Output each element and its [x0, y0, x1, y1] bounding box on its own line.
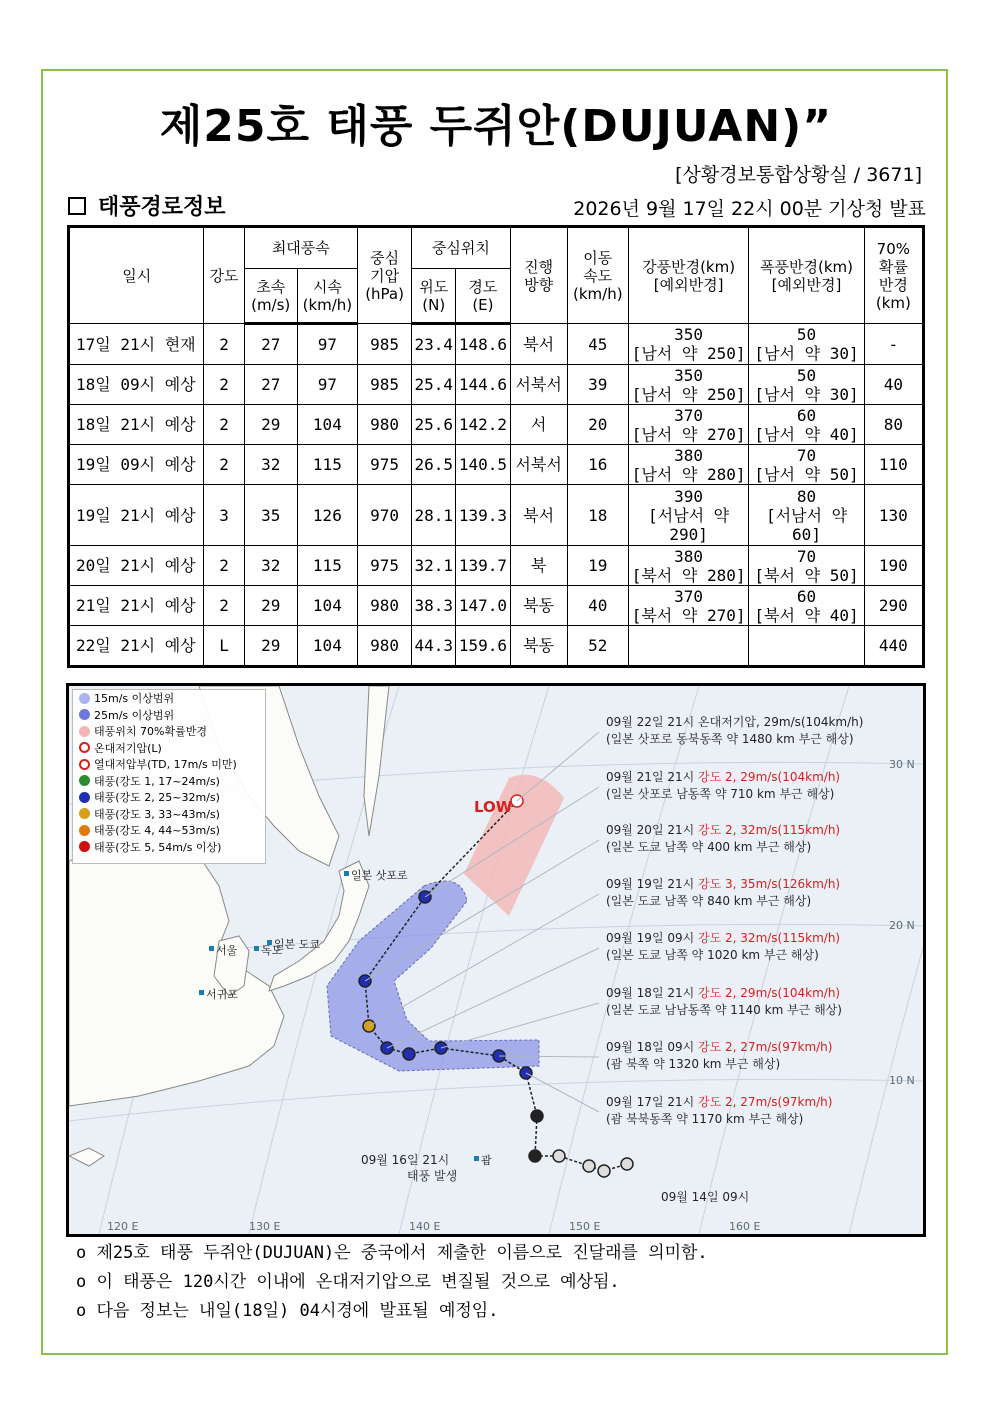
table-row — [69, 405, 924, 445]
cell-r25: 70 [북서 약 50] — [749, 546, 864, 586]
cell-speed: 18 — [567, 485, 628, 546]
cell-r15: 380 [북서 약 280] — [628, 546, 748, 586]
cell-r15: 390 [서남서 약 290] — [628, 485, 748, 546]
city-marker-icon — [474, 1156, 479, 1161]
cell-r25: 60 [북서 약 40] — [749, 586, 864, 626]
header-intensity: 강도 — [204, 227, 244, 324]
cell-time: 17일 21시 현재 — [69, 324, 204, 365]
cell-time: 21일 21시 예상 — [69, 586, 204, 626]
cell-speed: 20 — [567, 405, 628, 445]
annotation-line1: 09월 20일 21시 강도 2, 32m/s(115km/h) — [606, 823, 841, 837]
genesis-label: 09월 16일 21시 — [361, 1153, 450, 1167]
cell-intensity: L — [204, 626, 244, 667]
cell-direction: 북동 — [510, 626, 567, 667]
cell-direction: 서 — [510, 405, 567, 445]
cell-lon: 140.5 — [456, 445, 510, 485]
legend-item — [73, 806, 265, 823]
cell-intensity: 2 — [204, 586, 244, 626]
cell-lat: 25.4 — [412, 365, 456, 405]
cell-wind-ms: 29 — [244, 405, 297, 445]
cell-r25: 60 [남서 약 40] — [749, 405, 864, 445]
header-storm-radius: 폭풍반경(km) [예외반경] — [749, 227, 864, 324]
cell-pressure: 970 — [357, 485, 411, 546]
issuing-office: [상황경보통합상황실 / 3671] — [675, 164, 922, 186]
header-speed: 이동 속도 (km/h) — [567, 227, 628, 324]
latitude-label: 30 N — [889, 758, 915, 771]
cell-time: 22일 21시 예상 — [69, 626, 204, 667]
cell-wind-ms: 29 — [244, 626, 297, 667]
genesis-label: 태풍 발생 — [407, 1169, 458, 1183]
annotation-line1: 09월 18일 21시 강도 2, 29m/s(104km/h) — [606, 986, 841, 1000]
map-legend — [72, 689, 266, 864]
longitude-label: 130 E — [249, 1220, 281, 1233]
cell-lat: 28.1 — [412, 485, 456, 546]
city-marker-icon — [209, 946, 214, 951]
legend-label: 태풍(강도 4, 44~53m/s) — [94, 824, 220, 838]
cell-time: 18일 21시 예상 — [69, 405, 204, 445]
legend-label: 15m/s 이상범위 — [94, 692, 175, 706]
legend-symbol-icon — [79, 808, 90, 819]
cell-time: 20일 21시 예상 — [69, 546, 204, 586]
cell-speed: 19 — [567, 546, 628, 586]
cell-lon: 159.6 — [456, 626, 510, 667]
cell-r25: 70 [남서 약 50] — [749, 445, 864, 485]
legend-symbol-icon — [79, 726, 90, 737]
legend-item — [73, 839, 265, 856]
cell-time: 18일 09시 예상 — [69, 365, 204, 405]
place-label: 서귀포 — [206, 988, 238, 1001]
legend-label: 열대저압부(TD, 17m/s 미만) — [94, 758, 237, 772]
cell-lat: 26.5 — [412, 445, 456, 485]
cell-pressure: 985 — [357, 324, 411, 365]
cell-wind-ms: 32 — [244, 445, 297, 485]
cell-prob70: 80 — [864, 405, 923, 445]
cell-lat: 23.4 — [412, 324, 456, 365]
cell-speed: 45 — [567, 324, 628, 365]
header-wind-kmh: 시속 (km/h) — [297, 269, 357, 324]
annotation-line2: (일본 삿포로 남동쪽 약 710 km 부근 해상) — [606, 787, 835, 801]
legend-symbol-icon — [79, 775, 90, 786]
cell-r25: 50 [남서 약 30] — [749, 365, 864, 405]
legend-symbol-icon — [79, 709, 90, 720]
header-direction: 진행 방향 — [510, 227, 567, 324]
cell-lon: 148.6 — [456, 324, 510, 365]
cell-lon: 142.2 — [456, 405, 510, 445]
cell-r25 — [749, 626, 864, 667]
legend-item — [73, 773, 265, 790]
cell-r25: 50 [남서 약 30] — [749, 324, 864, 365]
legend-label: 태풍(강도 2, 25~32m/s) — [94, 791, 220, 805]
longitude-label: 160 E — [729, 1220, 761, 1233]
page-title: 제25호 태풍 두쥐안(DUJUAN)” — [159, 101, 833, 152]
section-heading — [68, 190, 226, 221]
cell-intensity: 2 — [204, 445, 244, 485]
cell-lon: 139.3 — [456, 485, 510, 546]
cell-wind-kmh: 97 — [297, 324, 357, 365]
cell-wind-kmh: 126 — [297, 485, 357, 546]
cell-pressure: 985 — [357, 365, 411, 405]
cell-pressure: 975 — [357, 546, 411, 586]
legend-label: 태풍위치 70%확률반경 — [94, 725, 207, 739]
cell-wind-ms: 32 — [244, 546, 297, 586]
legend-item — [73, 690, 265, 707]
legend-label: 25m/s 이상범위 — [94, 708, 175, 722]
header-wind-ms: 초속 (m/s) — [244, 269, 297, 324]
start-label: 09월 14일 09시 — [661, 1190, 750, 1204]
cell-wind-kmh: 115 — [297, 546, 357, 586]
place-label: 일본 도쿄 — [274, 938, 321, 951]
annotation-line2: (일본 도쿄 남쪽 약 1020 km 부근 해상) — [606, 948, 819, 962]
annotation-line1: 09월 19일 21시 강도 3, 35m/s(126km/h) — [606, 877, 841, 891]
legend-symbol-icon — [79, 759, 90, 770]
cell-direction: 북동 — [510, 586, 567, 626]
annotation-line2: (일본 도쿄 남쪽 약 840 km 부근 해상) — [606, 894, 812, 908]
table-row — [69, 546, 924, 586]
cell-time: 19일 09시 예상 — [69, 445, 204, 485]
table-row — [69, 626, 924, 667]
cell-r15: 350 [남서 약 250] — [628, 365, 748, 405]
city-marker-icon — [344, 871, 349, 876]
cell-direction: 서북서 — [510, 445, 567, 485]
cell-prob70: 190 — [864, 546, 923, 586]
cell-time: 19일 21시 예상 — [69, 485, 204, 546]
cell-wind-kmh: 104 — [297, 626, 357, 667]
cell-speed: 40 — [567, 586, 628, 626]
cell-r15: 370 [북서 약 270] — [628, 586, 748, 626]
low-label: LOW — [474, 798, 513, 816]
note-item: o 다음 정보는 내일(18일) 04시경에 발표될 예정임. — [76, 1301, 499, 1321]
annotation-line2: (일본 삿포로 동북동쪽 약 1480 km 부근 해상) — [606, 732, 854, 746]
table-row — [69, 324, 924, 365]
typhoon-marker-icon — [621, 1158, 633, 1170]
cell-direction: 북 — [510, 546, 567, 586]
longitude-label: 150 E — [569, 1220, 601, 1233]
cell-prob70: 40 — [864, 365, 923, 405]
cell-wind-kmh: 115 — [297, 445, 357, 485]
legend-item — [73, 707, 265, 724]
cell-speed: 16 — [567, 445, 628, 485]
cell-r15 — [628, 626, 748, 667]
cell-wind-ms: 35 — [244, 485, 297, 546]
cell-lon: 144.6 — [456, 365, 510, 405]
longitude-label: 140 E — [409, 1220, 441, 1233]
cell-direction: 북서 — [510, 324, 567, 365]
typhoon-track-table — [67, 225, 925, 668]
legend-item — [73, 740, 265, 757]
annotation-line1: 09월 18일 09시 강도 2, 27m/s(97km/h) — [606, 1040, 833, 1054]
cell-r15: 350 [남서 약 250] — [628, 324, 748, 365]
place-label: 독도 — [261, 944, 283, 957]
annotation-line2: (일본 도쿄 남남동쪽 약 1140 km 부근 해상) — [606, 1003, 842, 1017]
place-label: 괌 — [481, 1154, 492, 1167]
legend-label: 태풍(강도 3, 33~43m/s) — [94, 807, 220, 821]
annotation-line1: 09월 19일 09시 강도 2, 32m/s(115km/h) — [606, 931, 841, 945]
cell-lat: 44.3 — [412, 626, 456, 667]
header-center: 중심위치 — [412, 227, 510, 269]
table-row — [69, 485, 924, 546]
typhoon-marker-icon — [531, 1110, 543, 1122]
section-title: 태풍경로정보 — [98, 195, 226, 220]
cell-lon: 139.7 — [456, 546, 510, 586]
cell-wind-kmh: 104 — [297, 586, 357, 626]
annotation-line2: (일본 도쿄 남쪽 약 400 km 부근 해상) — [606, 840, 812, 854]
cell-r15: 380 [남서 약 280] — [628, 445, 748, 485]
note-item: o 제25호 태풍 두쥐안(DUJUAN)은 중국에서 제출한 이름으로 진달래를 의미함. — [76, 1243, 708, 1263]
cell-r25: 80 [서남서 약 60] — [749, 485, 864, 546]
annotation-line2: (괌 북쪽 약 1320 km 부근 해상) — [606, 1057, 781, 1071]
cell-prob70: 440 — [864, 626, 923, 667]
legend-symbol-icon — [79, 792, 90, 803]
header-max-wind: 최대풍속 — [244, 227, 357, 269]
cell-lon: 147.0 — [456, 586, 510, 626]
cell-prob70: 290 — [864, 586, 923, 626]
annotation-line1: 09월 17일 21시 강도 2, 27m/s(97km/h) — [606, 1095, 833, 1109]
cell-intensity: 2 — [204, 365, 244, 405]
cell-prob70: 110 — [864, 445, 923, 485]
typhoon-marker-icon — [583, 1160, 595, 1172]
annotation-line1: 09월 22일 21시 온대저기압, 29m/s(104km/h) — [606, 715, 864, 729]
cell-prob70: - — [864, 324, 923, 365]
cell-pressure: 980 — [357, 586, 411, 626]
cell-pressure: 980 — [357, 626, 411, 667]
issued-time: 2026년 9월 17일 22시 00분 기상청 발표 — [573, 198, 926, 220]
legend-symbol-icon — [79, 742, 90, 753]
header-prob70: 70% 확률 반경 (km) — [864, 227, 923, 324]
cell-wind-ms: 27 — [244, 324, 297, 365]
checkbox-icon — [68, 197, 86, 215]
annotation-line2: (괌 북북동쪽 약 1170 km 부근 해상) — [606, 1112, 804, 1126]
table-row — [69, 365, 924, 405]
legend-symbol-icon — [79, 825, 90, 836]
legend-item — [73, 723, 265, 740]
header-lon: 경도 (E) — [456, 269, 510, 324]
legend-symbol-icon — [79, 693, 90, 704]
table-row — [69, 586, 924, 626]
cell-wind-ms: 29 — [244, 586, 297, 626]
cell-pressure: 980 — [357, 405, 411, 445]
cell-speed: 52 — [567, 626, 628, 667]
city-marker-icon — [199, 990, 204, 995]
header-pressure: 중심 기압 (hPa) — [357, 227, 411, 324]
longitude-label: 120 E — [107, 1220, 139, 1233]
cell-prob70: 130 — [864, 485, 923, 546]
legend-label: 태풍(강도 5, 54m/s 이상) — [94, 840, 222, 854]
latitude-label: 10 N — [889, 1074, 915, 1087]
header-time: 일시 — [69, 227, 204, 324]
cell-pressure: 975 — [357, 445, 411, 485]
cell-lat: 38.3 — [412, 586, 456, 626]
cell-direction: 서북서 — [510, 365, 567, 405]
cell-wind-kmh: 97 — [297, 365, 357, 405]
cell-wind-ms: 27 — [244, 365, 297, 405]
cell-wind-kmh: 104 — [297, 405, 357, 445]
place-label: 일본 삿포로 — [351, 869, 408, 882]
legend-item — [73, 789, 265, 806]
table-row — [69, 445, 924, 485]
cell-intensity: 2 — [204, 546, 244, 586]
latitude-label: 20 N — [889, 919, 915, 932]
cell-speed: 39 — [567, 365, 628, 405]
cell-lat: 32.1 — [412, 546, 456, 586]
typhoon-marker-icon — [553, 1150, 565, 1162]
city-marker-icon — [254, 946, 259, 951]
cell-r15: 370 [남서 약 270] — [628, 405, 748, 445]
header-lat: 위도 (N) — [412, 269, 456, 324]
note-item: o 이 태풍은 120시간 이내에 온대저기압으로 변질될 것으로 예상됨. — [76, 1272, 620, 1292]
cell-intensity: 2 — [204, 405, 244, 445]
annotation-line1: 09월 21일 21시 강도 2, 29m/s(104km/h) — [606, 770, 841, 784]
typhoon-marker-icon — [598, 1165, 610, 1177]
cell-intensity: 3 — [204, 485, 244, 546]
typhoon-marker-icon — [403, 1048, 415, 1060]
legend-item — [73, 756, 265, 773]
place-label: 서울 — [216, 944, 238, 957]
legend-symbol-icon — [79, 841, 90, 852]
cell-lat: 25.6 — [412, 405, 456, 445]
notes — [76, 1239, 708, 1326]
cell-direction: 북서 — [510, 485, 567, 546]
legend-label: 온대저기압(L) — [94, 741, 162, 755]
legend-label: 태풍(강도 1, 17~24m/s) — [94, 774, 220, 788]
legend-item — [73, 822, 265, 839]
header-gale-radius: 강풍반경(km) [예외반경] — [628, 227, 748, 324]
typhoon-marker-icon — [529, 1150, 541, 1162]
cell-intensity: 2 — [204, 324, 244, 365]
